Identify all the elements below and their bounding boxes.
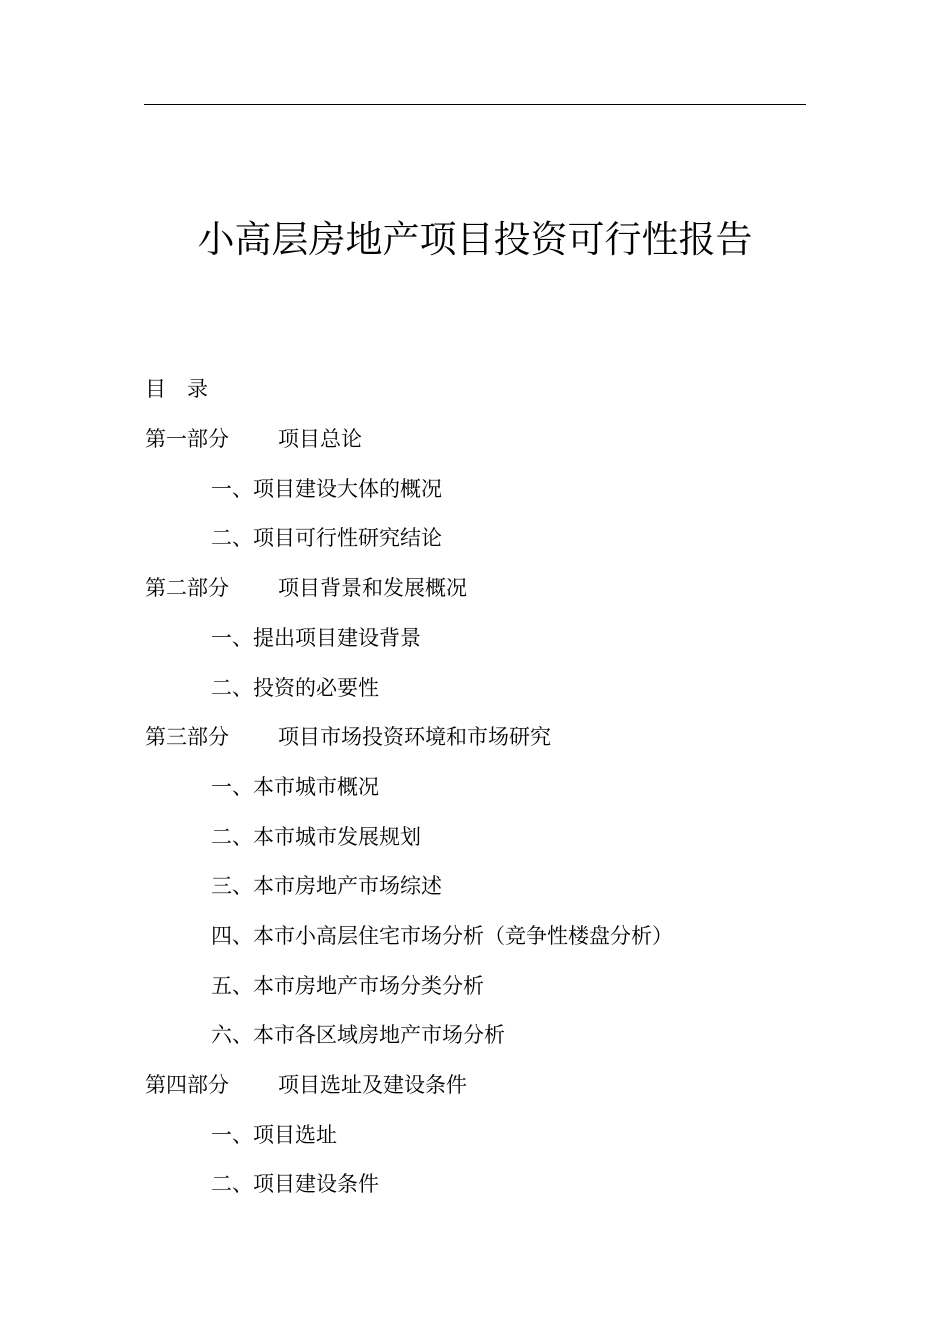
toc-item[interactable]: 一、提出项目建设背景 <box>211 626 421 650</box>
toc-part-title: 项目总论 <box>278 427 362 451</box>
toc-part-label: 第四部分 <box>145 1073 229 1097</box>
toc-item[interactable]: 一、项目建设大体的概况 <box>211 477 442 501</box>
header-rule <box>144 104 806 105</box>
toc-part-title: 项目选址及建设条件 <box>278 1073 467 1097</box>
toc-item[interactable]: 二、投资的必要性 <box>211 676 379 700</box>
toc-part-label: 第一部分 <box>145 427 229 451</box>
toc-item[interactable]: 四、本市小高层住宅市场分析（竞争性楼盘分析） <box>211 924 673 948</box>
toc-part-2[interactable] <box>145 574 467 602</box>
toc-item[interactable]: 三、本市房地产市场综述 <box>211 874 442 898</box>
toc-part-title: 项目背景和发展概况 <box>278 576 467 600</box>
toc-part-label: 第二部分 <box>145 576 229 600</box>
toc-part-1[interactable] <box>145 425 362 453</box>
toc-item[interactable]: 五、本市房地产市场分类分析 <box>211 974 484 998</box>
toc-part-title: 项目市场投资环境和市场研究 <box>278 725 551 749</box>
toc-part-3[interactable] <box>145 723 551 751</box>
document-title: 小高层房地产项目投资可行性报告 <box>197 218 753 261</box>
toc-item[interactable]: 六、本市各区域房地产市场分析 <box>211 1023 505 1047</box>
toc-part-label: 第三部分 <box>145 725 229 749</box>
toc-item[interactable]: 一、本市城市概况 <box>211 775 379 799</box>
toc-heading: 目 录 <box>145 377 208 401</box>
toc-item[interactable]: 二、本市城市发展规划 <box>211 825 421 849</box>
toc-item[interactable]: 二、项目可行性研究结论 <box>211 526 442 550</box>
toc-item[interactable]: 一、项目选址 <box>211 1123 337 1147</box>
toc-part-4[interactable] <box>145 1071 467 1099</box>
toc-item[interactable]: 二、项目建设条件 <box>211 1172 379 1196</box>
